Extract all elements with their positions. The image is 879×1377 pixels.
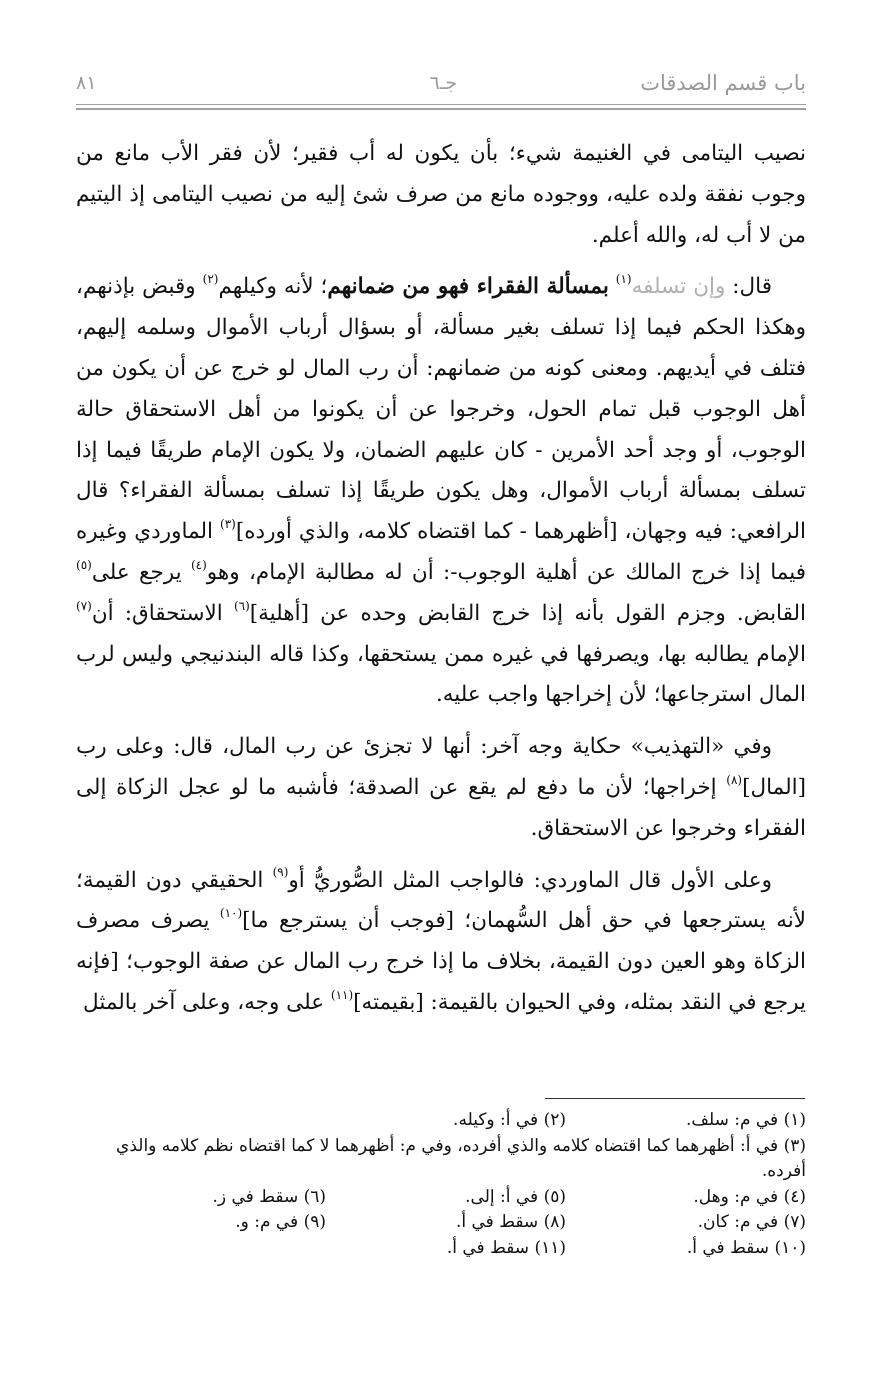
- footnote-ref: (٨): [726, 772, 743, 787]
- footnote-ref: (١٠): [219, 906, 243, 921]
- footnote-ref: (١١): [330, 987, 354, 1002]
- header-rule-thick: [76, 108, 806, 110]
- faint-matn: وإن تسلفه: [631, 274, 726, 300]
- footnote-ref: (٧): [76, 598, 92, 613]
- paragraph-2: قال: وإن تسلفه$^{(١)}$ بمسألة الفقراء فهو من ضمانهم؛ لأنه وكيلهم$^{(٢)}$ وقبض بإذنهم، وهكذا الحكم فيما إذا تسلف بغير مسألة، أو بسؤال أرباب الأموال وسلمه إليهم، فتلف في أيديهم. ومعنى كونه من ضمانهم: أن رب المال لو خرج عن أن يكون من أهل الوجوب قبل تمام الحول، وخرجوا عن أن يكونوا من أهل الاستحقاق حالة الوجوب، أو وجد أحد الأمرين - كان عليهم الضمان، ولا يكون الإمام طريقًا فيما إذا تسلف بمسألة أرباب الأموال، وهل يكون طريقًا إذا تسلف بمسألة الفقراء؟ قال الرافعي: فيه وجهان، [أظهرهما - كما اقتضاه كلامه، والذي أورده]$^{(٣)}$ الماوردي وغيره فيما إذا خرج المالك عن أهلية الوجوب-: أن له مطالبة الإمام، وهو$^{(٤)}$ يرجع على$^{(٥)}$ القابض. وجزم القول بأنه إذا خرج القابض وحده عن [أهلية]$^{(٦)}$ الاستحقاق: أن$^{(٧)}$ الإمام يطالبه بها، ويصرفها في غيره ممن يستحقها، وكذا قاله البندنيجي وليس لرب المال استرجاعها؛ لأن إخراجها واجب عليه.: [76, 272, 807, 708]
- footnote: (٥) في أ: إلى.: [465, 1186, 566, 1207]
- footnote: (٩) في م: و.: [235, 1212, 326, 1232]
- footnotes: [76, 1108, 806, 1261]
- footnote: (٤) في م: وهل.: [693, 1186, 806, 1207]
- footnote: (٧) في م: كان.: [697, 1212, 806, 1232]
- footnote-row: [76, 1185, 806, 1211]
- footnote: (١١) سقط في أ.: [446, 1237, 566, 1258]
- footnote-ref: (٩): [272, 865, 289, 880]
- paragraph-4: وعلى الأول قال الماوردي: فالواجب المثل الصُّوريُّ أو$^{(٩)}$ الحقيقي دون القيمة؛ لأنه يسترجعها في حق أهل السُّهمان؛ [فوجب أن يسترجع ما]$^{(١٠)}$ يصرف مصرف الزكاة وهو العين دون القيمة، بخلاف ما إذا خرج رب المال عن صفة الوجوب؛ [فإنه يرجع في النقد بمثله، وفي الحيوان بالقيمة: [بقيمته]$^{(١١)}$ على وجه، وعلى آخر بالمثل: [76, 865, 806, 1015]
- footnote-row: [76, 1236, 806, 1262]
- paragraph-1: نصيب اليتامى في الغنيمة شيء؛ بأن يكون له أب فقير؛ لأن فقر الأب مانع من وجوب نفقة ولده عليه، ووجوده مانع من صرف شئ إليه من نصيب اليتامى إذ اليتيم من لا أب له، والله أعلم.: [76, 141, 806, 248]
- header-rule-thin: [76, 104, 806, 105]
- footnote: (٦) سقط في ز.: [212, 1186, 326, 1207]
- footnote-ref: (٢): [202, 272, 219, 287]
- footnote: (٣) في أ: أظهرهما كما اقتضاه كلامه والذي أفرده، وفي م: أظهرهما لا كما اقتضاه نظم كلامه والذي أفرده.: [116, 1135, 806, 1181]
- footnote: (٨) سقط في أ.: [455, 1212, 566, 1232]
- footnote-ref: (١): [615, 272, 632, 287]
- chapter-mark: جـ٦: [429, 72, 458, 94]
- footnote: (١٠) سقط في أ.: [686, 1237, 806, 1258]
- footnote-separator: [545, 1098, 805, 1099]
- footnote-ref: (٣): [220, 517, 236, 532]
- footnote-ref: (٥): [76, 557, 92, 572]
- footnote-ref: (٤): [190, 557, 207, 572]
- main-text: [76, 134, 806, 1035]
- footnote-row: [76, 1210, 806, 1236]
- footnote-ref: (٦): [233, 598, 250, 613]
- running-title: باب قسم الصدقات: [640, 71, 806, 95]
- page-number: ٨١: [76, 72, 97, 94]
- paragraph-3: وفي «التهذيب» حكاية وجه آخر: أنها لا تجزئ عن رب المال، قال: وعلى رب [المال]$^{(٨)}$ إخراجها؛ لأن ما دفع لم يقع عن الصدقة؛ فأشبه ما لو عجل الزكاة إلى الفقراء وخرجوا عن الاستحقاق.: [76, 734, 806, 841]
- matn-bold: بمسألة الفقراء فهو من ضمانهم: [327, 274, 609, 300]
- footnote: (١) في م: سلف.: [685, 1110, 806, 1130]
- footnote-row: [76, 1108, 806, 1134]
- running-header: [76, 68, 806, 98]
- footnote: (٢) في أ: وكيله.: [453, 1110, 566, 1130]
